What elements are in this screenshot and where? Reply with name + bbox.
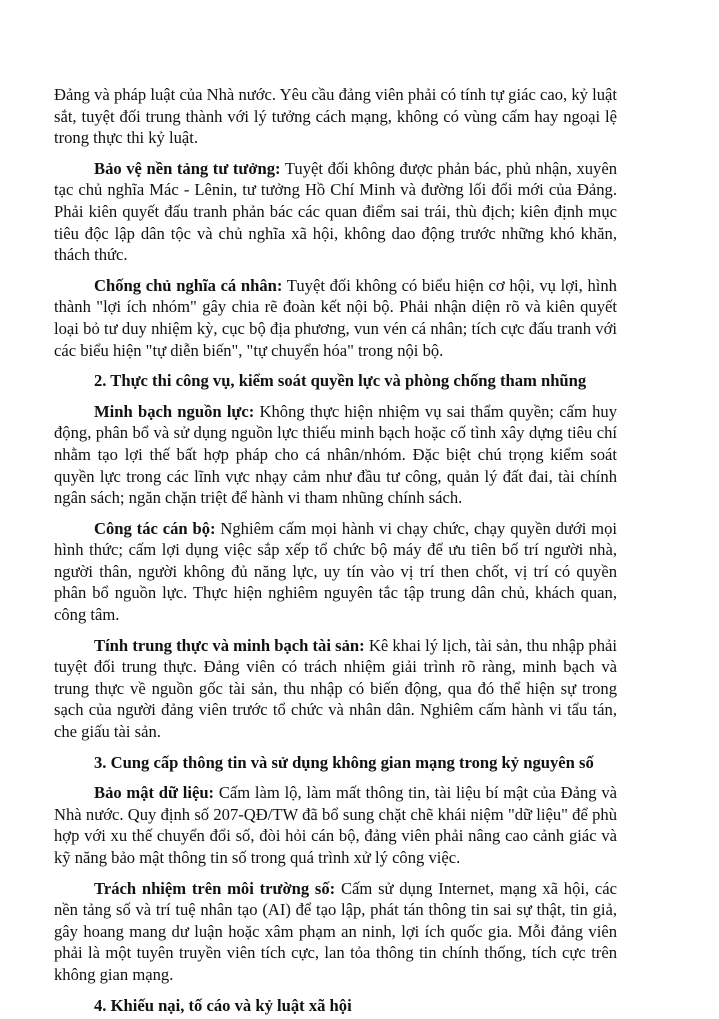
paragraph-text: Cấm làm lộ, làm mất thông tin, tài liệu bí mật của Đảng và Nhà nước. Quy định số 207-QĐ/TW đã bổ sung chặt chẽ khái niệm "dữ liệu" để phù hợp với xu thế chuyển đổi số, đòi hỏi cán bộ, đảng viên phải nâng cao cảnh giác và kỹ năng bảo mật thông tin số trong quá trình xử lý công việc. [54, 783, 617, 867]
paragraph-lead: Trách nhiệm trên môi trường số: [94, 878, 336, 898]
paragraph-text: Nghiêm cấm mọi hành vi chạy chức, chạy quyền dưới mọi hình thức; cấm lợi dụng việc sắp xếp tổ chức bộ máy để ưu tiên bố trí người nhà, người thân, người không đủ năng lực, uy tín vào vị trí then chốt, vị trí có quyền phân bổ nguồn lực. Thực hiện nghiêm nguyên tắc tập trung dân chủ, khách quan, công tâm. [54, 518, 617, 625]
paragraph-lead: Chống chủ nghĩa cá nhân: [94, 275, 283, 295]
paragraph-resources [54, 401, 617, 509]
paragraph-lead: Công tác cán bộ: [94, 518, 216, 538]
paragraph-individualism [54, 275, 617, 361]
paragraph-text: Kê khai lý lịch, tài sản, thu nhập phải tuyệt đối trung thực. Đảng viên có trách nhiệm giải trình rõ ràng, minh bạch và trung thực về nguồn gốc tài sản, thu nhập có biến động, qua đó thể hiện sự trong sạch của người đảng viên trước tổ chức và nhân dân. Nghiêm cấm hành vi tẩu tán, che giấu tài sản. [54, 635, 617, 742]
paragraph-continuation [54, 84, 617, 149]
paragraph-lead: Bảo mật dữ liệu: [94, 783, 215, 803]
paragraph-ideology [54, 158, 617, 266]
paragraph-digital-responsibility [54, 878, 617, 986]
paragraph-text: Cấm sử dụng Internet, mạng xã hội, các nền tảng số và trí tuệ nhân tạo (AI) để tạo lập, phát tán thông tin sai sự thật, tin giả, gây hoang mang dư luận hoặc xâm phạm an ninh, lợi ích quốc gia. Mỗi đảng viên phải là một tuyên truyền viên tích cực, lan tỏa thông tin chính thống, tích cực trên không gian mạng. [54, 878, 617, 984]
section-heading-4: 4. Khiếu nại, tố cáo và kỷ luật xã hội [94, 995, 352, 1015]
paragraph-text: Không thực hiện nhiệm vụ sai thẩm quyền; cấm huy động, phân bổ và sử dụng nguồn lực thiếu minh bạch hoặc cố tình xây dựng tiêu chí nhằm tạo lợi thế bất hợp pháp cho cá nhân/nhóm. Đặc biệt chú trọng kiểm soát quyền lực trong các lĩnh vực nhạy cảm như đầu tư công, quản lý đất đai, tài chính ngân sách; ngăn chặn triệt để hành vi tham nhũng chính sách. [54, 401, 617, 508]
paragraph-text: Tuyệt đối không được phản bác, phủ nhận, xuyên tạc chủ nghĩa Mác - Lênin, tư tưởng Hồ Chí Minh và đường lối đổi mới của Đảng. Phải kiên quyết đấu tranh phản bác các quan điểm sai trái, thù địch; kiên định mục tiêu độc lập dân tộc và chủ nghĩa xã hội, không dao động trước những khó khăn, thách thức. [54, 158, 617, 265]
section-heading-2: 2. Thực thi công vụ, kiểm soát quyền lực và phòng chống tham nhũng [94, 371, 587, 391]
paragraph-data-security [54, 782, 617, 868]
section-heading-3: 3. Cung cấp thông tin và sử dụng không gian mạng trong kỷ nguyên số [94, 752, 594, 772]
paragraph-text: Đảng và pháp luật của Nhà nước. Yêu cầu đảng viên phải có tính tự giác cao, kỷ luật sắt, tuyệt đối trung thành với lý tưởng cách mạng, không có vùng cấm hay ngoại lệ trong thực thi kỷ luật. [54, 85, 617, 148]
paragraph-lead: Minh bạch nguồn lực: [94, 401, 255, 421]
paragraph-lead: Tính trung thực và minh bạch tài sản: [94, 635, 365, 655]
paragraph-personnel [54, 518, 617, 626]
paragraph-lead: Bảo vệ nền tảng tư tưởng: [94, 158, 281, 178]
paragraph-assets [54, 635, 617, 743]
paragraph-text: Tuyệt đối không có biểu hiện cơ hội, vụ lợi, hình thành "lợi ích nhóm" gây chia rẽ đoàn kết nội bộ. Phải nhận diện rõ và kiên quyết loại bỏ tư duy nhiệm kỳ, cục bộ địa phương, vun vén cá nhân; tích cực đấu tranh với các biểu hiện "tự diễn biến", "tự chuyển hóa" trong nội bộ. [54, 275, 617, 360]
